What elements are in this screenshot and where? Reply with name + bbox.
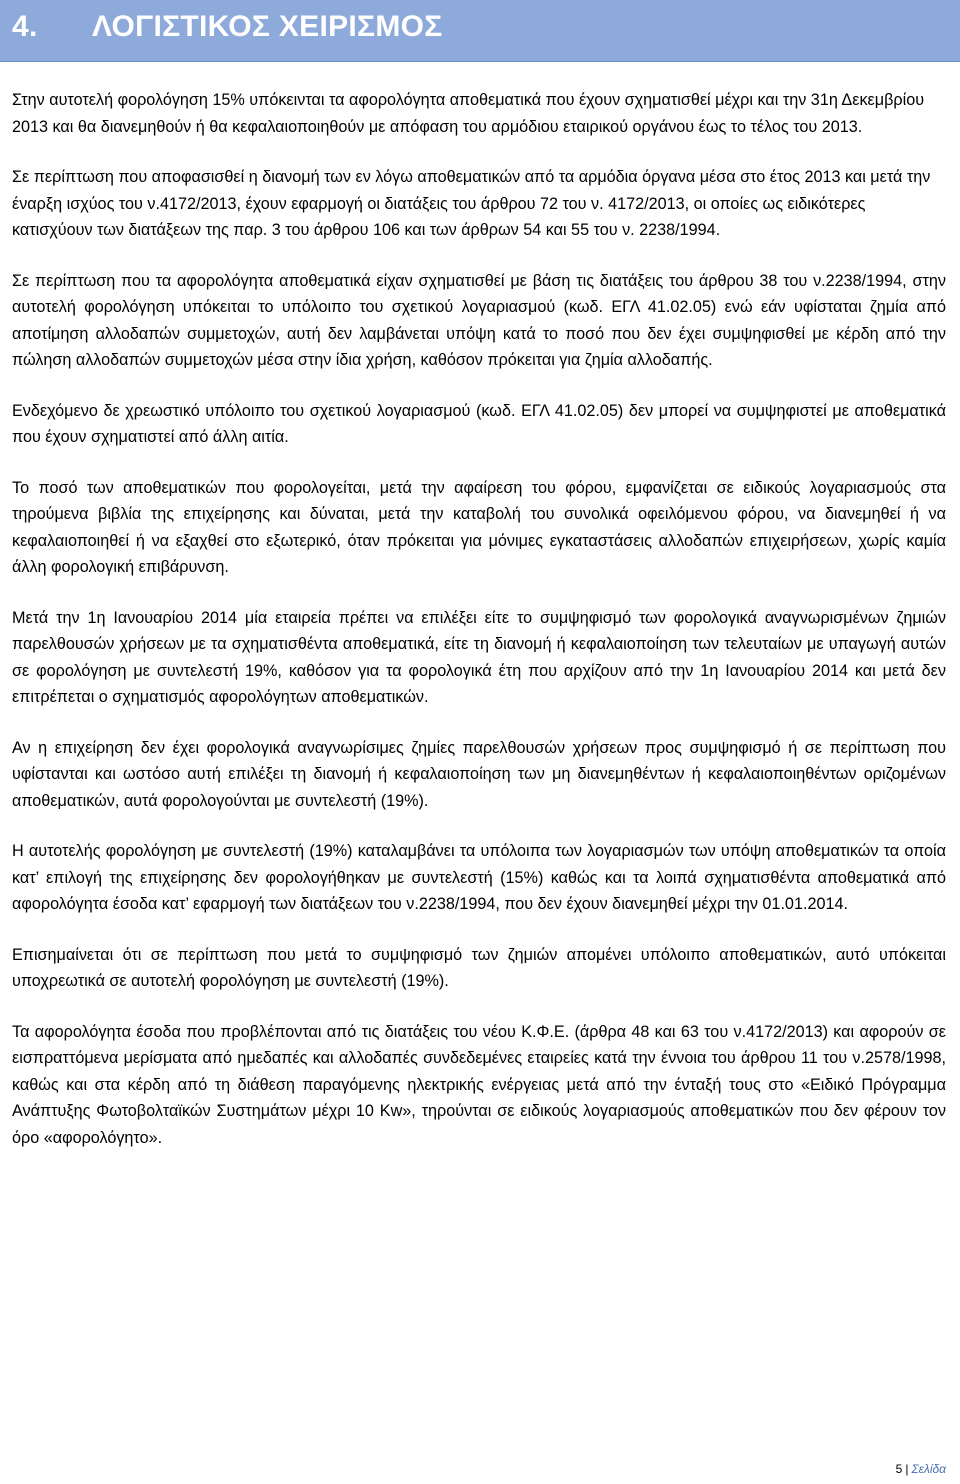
page-footer [896, 1462, 946, 1476]
paragraph-8: Η αυτοτελής φορολόγηση με συντελεστή (19%) καταλαμβάνει τα υπόλοιπα των λογαριασμών των υπόψη αποθεματικών τα οποία κατ’ επιλογή της επιχείρησης δεν φορολογήθηκαν με συντελεστή (15%) καθώς και τα λοιπά σχηματισθέντα αποθεματικά από αφορολόγητα έσοδα κατ’ εφαρμογή των διατάξεων του ν.2238/1994, που δεν έχουν διανεμηθεί μέχρι την 01.01.2014. [12, 842, 946, 913]
page-label: Σελίδα [911, 1462, 946, 1476]
section-header-bar [0, 0, 960, 62]
section-number: 4. [12, 10, 38, 43]
paragraph-6: Μετά την 1η Ιανουαρίου 2014 μία εταιρεία πρέπει να επιλέξει είτε το συμψηφισμό των φορολογικά αναγνωρισμένων ζημιών παρελθουσών χρήσεων με τα σχηματισθέντα αποθεματικά, είτε τη διανομή ή κεφαλαιοποίηση των τελευταίων με υπαγωγή αυτών σε φορολόγηση με συντελεστή 19%, καθόσον για τα φορολογικά έτη που αρχίζουν από την 1η Ιανουαρίου 2014 και μετά δεν επιτρέπεται ο σχηματισμός αφορολόγητων αποθεματικών. [12, 608, 946, 706]
paragraph-7: Αν η επιχείρηση δεν έχει φορολογικά αναγνωρίσιμες ζημίες παρελθουσών χρήσεων προς συμψηφισμό ή σε περίπτωση που υφίστανται και ωστόσο αυτή επιλέξει τη διανομή ή κεφαλαιοποίηση των μη διανεμηθέντων ή κεφαλαιοποιηθέντων οριζομένων αποθεματικών, αυτά φορολογούνται με συντελεστή (19%). [12, 738, 946, 810]
section-title [12, 10, 443, 44]
section-heading-text: ΛΟΓΙΣΤΙΚΟΣ ΧΕΙΡΙΣΜΟΣ [92, 10, 443, 43]
paragraph-3: Σε περίπτωση που τα αφορολόγητα αποθεματικά είχαν σχηματισθεί με βάση τις διατάξεις του άρθρου 38 του ν.2238/1994, στην αυτοτελή φορολόγηση υπόκειται το υπόλοιπο του σχετικού λογαριασμού (κωδ. ΕΓΛ 41.02.05) ενώ εάν υφίσταται ζημία από αποτίμηση αλλοδαπών συμμετοχών, αυτή δεν λαμβάνεται υπόψη κατά το ποσό που δεν έχει συμψηφισθεί με κέρδη από την πώληση αλλοδαπών συμμετοχών μέσα στην ίδια χρήση, καθόσον πρόκειται για ζημία αλλοδαπής. [12, 271, 946, 369]
paragraph-1: Στην αυτοτελή φορολόγηση 15% υπόκεινται τα αφορολόγητα αποθεματικά που έχουν σχηματισθεί μέχρι και την 31η Δεκεμβρίου 2013 και θα διανεμηθούν ή θα κεφαλαιοποιηθούν με απόφαση του αρμόδιου εταιρικού οργάνου έως το τέλος του 2013. [12, 91, 925, 136]
footer-separator: | [905, 1462, 909, 1476]
paragraph-9: Επισημαίνεται ότι σε περίπτωση που μετά το συμψηφισμό των ζημιών απομένει υπόλοιπο αποθεματικών, αυτό υπόκειται υποχρεωτικά σε αυτοτελή φορολόγηση με συντελεστή (19%). [12, 945, 946, 990]
page-number: 5 [895, 1462, 903, 1476]
document-body [12, 87, 946, 1175]
paragraph-10: Τα αφορολόγητα έσοδα που προβλέπονται από τις διατάξεις του νέου Κ.Φ.Ε. (άρθρα 48 και 63 του ν.4172/2013) και αφορούν σε εισπραττόμενα μερίσματα από ημεδαπές και αλλοδαπές συνδεδεμένες εταιρείες κατά την έννοια του άρθρου 11 του ν.2578/1998, καθώς και στα κέρδη από τη διάθεση παραγόμενης ηλεκτρικής ενέργειας μετά από την ένταξή τους στο «Ειδικό Πρόγραμμα Ανάπτυξης Φωτοβολταϊκών Συστημάτων μέχρι 10 Kw», τηρούνται σε ειδικούς λογαριασμούς αποθεματικών που δεν φέρουν τον όρο «αφορολόγητο». [12, 1022, 946, 1147]
paragraph-4: Ενδεχόμενο δε χρεωστικό υπόλοιπο του σχετικού λογαριασμού (κωδ. ΕΓΛ 41.02.05) δεν μπορεί να συμψηφιστεί με αποθεματικά που έχουν σχηματιστεί από άλλη αιτία. [12, 401, 946, 446]
paragraph-2: Σε περίπτωση που αποφασισθεί η διανομή των εν λόγω αποθεματικών από τα αρμόδια όργανα μέσα στο έτος 2013 και μετά την έναρξη ισχύος του ν.4172/2013, έχουν εφαρμογή οι διατάξεις του άρθρου 72 του ν. 4172/2013, οι οποίες ως ειδικότερες κατισχύουν των διατάξεων της παρ. 3 του άρθρου 106 και των άρθρων 54 και 55 του ν. 2238/1994. [12, 168, 931, 239]
paragraph-5: Το ποσό των αποθεματικών που φορολογείται, μετά την αφαίρεση του φόρου, εμφανίζεται σε ειδικούς λογαριασμούς στα τηρούμενα βιβλία της επιχείρησης και δύναται, μετά την καταβολή του συνολικά οφειλόμενου φόρου, να διανεμηθεί ή να κεφαλαιοποιηθεί ή να εξαχθεί στο εξωτερικό, όταν πρόκειται για μόνιμες εγκαταστάσεις αλλοδαπών επιχειρήσεων, χωρίς καμία άλλη φορολογική επιβάρυνση. [12, 478, 946, 576]
